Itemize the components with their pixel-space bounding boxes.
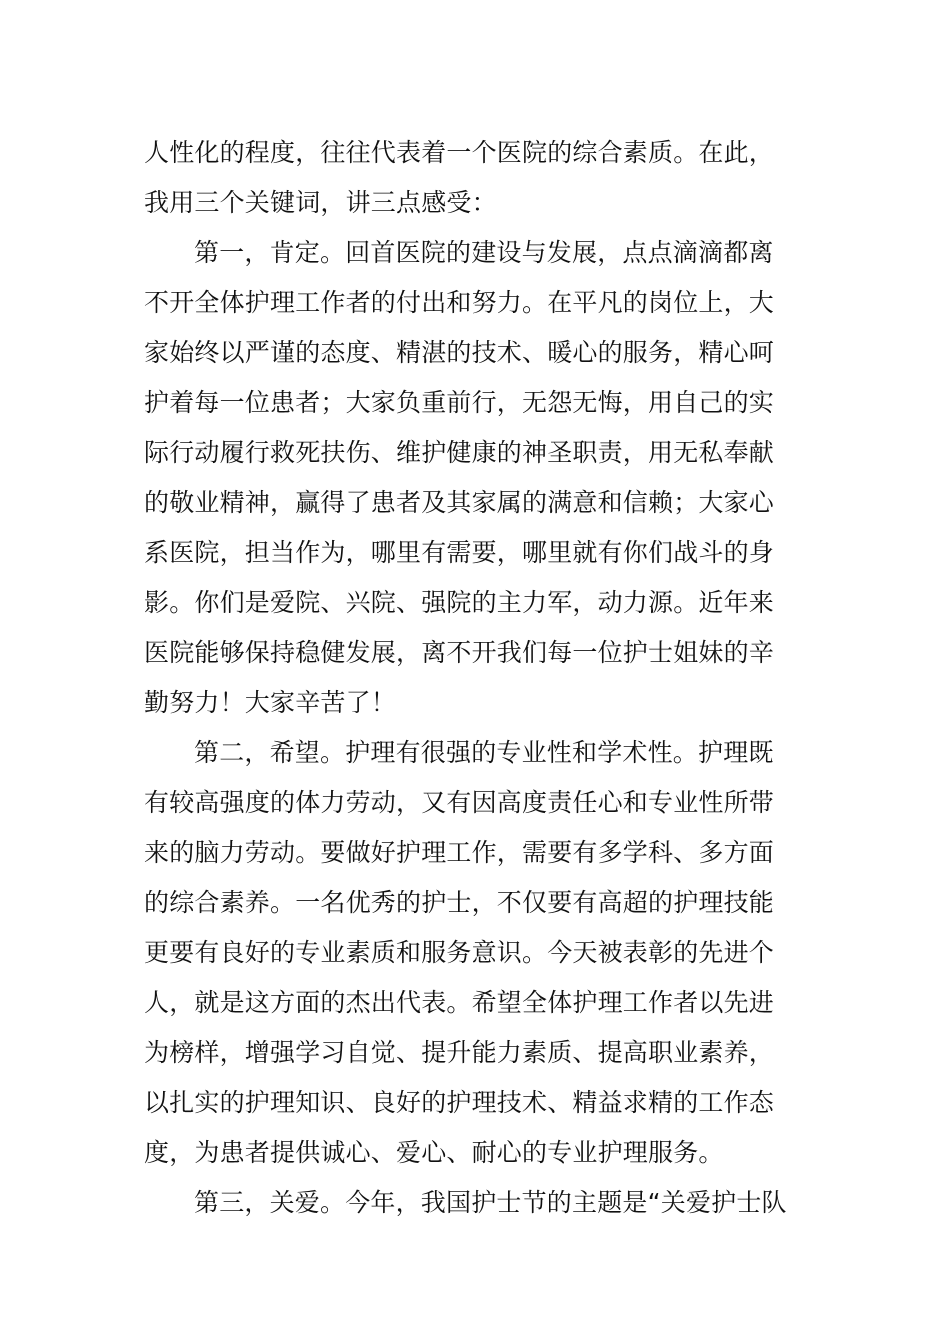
text-line: 有较高强度的体力劳动，又有因高度责任心和专业性所带 bbox=[144, 788, 775, 817]
text-line: 度，为患者提供诚心、爱心、耐心的专业护理服务。 bbox=[144, 1138, 724, 1167]
text-line: 我用三个关键词，讲三点感受： bbox=[144, 188, 497, 217]
document-body bbox=[144, 128, 808, 1228]
text-line: 护着每一位患者；大家负重前行，无怨无悔，用自己的实 bbox=[144, 388, 775, 417]
text-line: 影。你们是爱院、兴院、强院的主力军，动力源。近年来 bbox=[144, 588, 775, 617]
text-line: 系医院，担当作为，哪里有需要，哪里就有你们战斗的身 bbox=[144, 538, 775, 567]
text-line: 医院能够保持稳健发展，离不开我们每一位护士姐妹的辛 bbox=[144, 638, 775, 667]
text-line: 勤努力！大家辛苦了！ bbox=[144, 688, 397, 717]
paragraph-first-line: 第三，关爱。今年，我国护士节的主题是“关爱护士队 bbox=[194, 1188, 787, 1217]
text-line: 家始终以严谨的态度、精湛的技术、暖心的服务，精心呵 bbox=[144, 338, 775, 367]
text-line: 不开全体护理工作者的付出和努力。在平凡的岗位上，大 bbox=[144, 288, 775, 317]
text-line: 为榜样，增强学习自觉、提升能力素质、提高职业素养， bbox=[144, 1038, 775, 1067]
text-line: 以扎实的护理知识、良好的护理技术、精益求精的工作态 bbox=[144, 1088, 775, 1117]
text-line: 人，就是这方面的杰出代表。希望全体护理工作者以先进 bbox=[144, 988, 775, 1017]
text-line: 来的脑力劳动。要做好护理工作，需要有多学科、多方面 bbox=[144, 838, 775, 867]
text-line: 际行动履行救死扶伤、维护健康的神圣职责，用无私奉献 bbox=[144, 438, 775, 467]
text-line: 更要有良好的专业素质和服务意识。今天被表彰的先进个 bbox=[144, 938, 775, 967]
text-line: 的敬业精神，赢得了患者及其家属的满意和信赖；大家心 bbox=[144, 488, 775, 517]
text-line: 人性化的程度，往往代表着一个医院的综合素质。在此， bbox=[144, 138, 775, 167]
paragraph-first-line: 第二，希望。护理有很强的专业性和学术性。护理既 bbox=[194, 738, 774, 767]
paragraph-first-line: 第一，肯定。回首医院的建设与发展，点点滴滴都离 bbox=[194, 238, 774, 267]
text-line: 的综合素养。一名优秀的护士，不仅要有高超的护理技能 bbox=[144, 888, 775, 917]
